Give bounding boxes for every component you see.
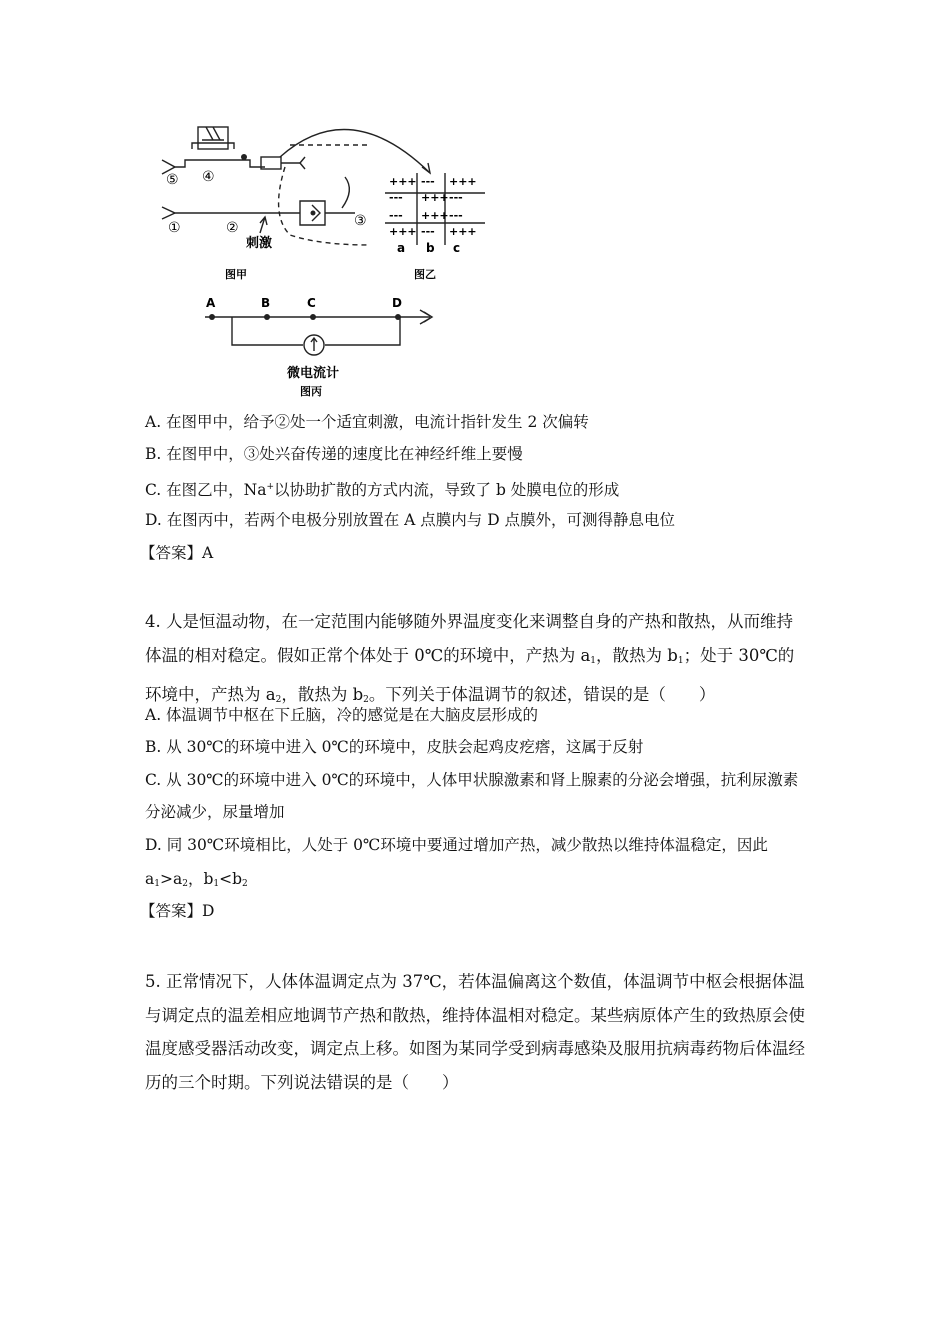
stimulus-label: 刺激	[246, 236, 273, 251]
q4-d-sub2: 2	[182, 879, 188, 889]
q4-d-sub1: 1	[154, 879, 160, 889]
lower-neuron-axon	[162, 201, 325, 225]
q3-c-sup: +	[266, 482, 275, 492]
point-B: B	[261, 296, 271, 310]
meter-wire-left	[232, 317, 303, 345]
q3-option-a: A. 在图甲中，给予②处一个适宜刺激，电流计指针发生 2 次偏转	[145, 413, 589, 431]
q3-option-c	[145, 477, 619, 500]
q4-s5: 。下列关于体温调节的叙述，错误的是（ ）	[368, 685, 716, 704]
q4-option-b: B. 从 30℃的环境中进入 0℃的环境中，皮肤会起鸡皮疙瘩，这属于反射	[145, 738, 644, 756]
yi-bot2-a: +++	[389, 225, 417, 238]
yi-col-b: b	[426, 241, 435, 255]
q4-s3: ；处于 30℃的环境中，产热为 a	[145, 645, 795, 704]
q4-s4: ，散热为 b	[281, 685, 364, 704]
yi-bot2-c: +++	[449, 225, 477, 238]
yi-top2-a: ---	[389, 191, 403, 204]
yi-bot-a: ---	[389, 209, 403, 222]
q4-d-b1: ，b	[187, 870, 214, 888]
q4-s1: 4. 人是恒温动物，在一定范围内能够随外界温度变化来调整自身的产热和散热，从而维持体温的相对稳定。假如正常个体处于 0℃的环境中，产热为 a	[145, 612, 793, 665]
meter-wire-right	[325, 317, 400, 345]
q4-option-a: A. 体温调节中枢在下丘脑，冷的感觉是在大脑皮层形成的	[145, 706, 539, 724]
yi-top-c: +++	[449, 175, 477, 188]
yi-top-a: +++	[389, 175, 417, 188]
dashed-line	[279, 167, 370, 245]
q4-d-sub3: 1	[213, 879, 220, 889]
label-3: ③	[354, 213, 367, 229]
q4-sub-b2: 2	[363, 695, 369, 705]
caption-yi: 图乙	[414, 268, 436, 281]
point-A: A	[206, 296, 216, 310]
yi-bot-b: +++	[421, 209, 449, 222]
q3-answer: 【答案】A	[140, 544, 214, 562]
q5-stem: 5. 正常情况下，人体体温调定点为 37℃，若体温偏离这个数值，体温调节中枢会根据体温与调定点的温差相应地调节产热和散热，维持体温相对稳定。某些病原体产生的致热原会使温度感受器活动改变，调定点上移。如图为某同学受到病毒感染及服用抗病毒药物后体温经历的三个时期。下列说法错误的是（ ）	[145, 972, 805, 1092]
caption-jia: 图甲	[225, 268, 247, 281]
q4-sub-a1: 1	[590, 655, 597, 666]
q4-d-gt: >a	[159, 870, 183, 888]
q4-sub-a2: 2	[275, 695, 282, 705]
q4-d-a1: a	[145, 870, 155, 888]
yi-col-a: a	[397, 241, 406, 255]
yi-bot2-b: ---	[421, 225, 435, 238]
q4-sub-b1: 1	[677, 655, 684, 666]
label-4: ④	[202, 169, 215, 185]
upper-neuron-axon	[162, 160, 265, 167]
q4-d-sub4: 2	[242, 879, 248, 889]
neuron-figures	[140, 105, 520, 405]
receptor-box	[198, 127, 228, 149]
yi-bot-c: ---	[449, 209, 463, 222]
q4-option-c: C. 从 30℃的环境中进入 0℃的环境中，人体甲状腺激素和肾上腺素的分泌会增强，抗利尿激素分泌减少，尿量增加	[145, 771, 799, 821]
q3-c-pre: C. 在图乙中，Na	[145, 481, 267, 499]
q4-stem	[145, 605, 805, 718]
point-D: D	[392, 296, 402, 310]
label-2: ②	[226, 220, 239, 236]
q3-c-post: 以协助扩散的方式内流，导致了 b 处膜电位的形成	[274, 481, 620, 499]
yi-top2-c: ---	[449, 191, 463, 204]
label-1: ①	[168, 220, 181, 236]
point-C: C	[307, 296, 316, 310]
q4-s2: ，散热为 b	[596, 645, 678, 665]
q3-option-b: B. 在图甲中，③处兴奋传递的速度比在神经纤维上要慢	[145, 445, 523, 463]
yi-col-c: c	[453, 241, 461, 255]
q4-d-lt: <b	[219, 870, 243, 888]
q4-option-d: D. 同 30℃环境相比，人处于 0℃环境中要通过增加产热，减少散热以维持体温稳定，因此	[145, 836, 768, 854]
q3-option-d: D. 在图丙中，若两个电极分别放置在 A 点膜内与 D 点膜外，可测得静息电位	[145, 511, 676, 529]
yi-top2-b: +++	[421, 191, 449, 204]
meter-label: 微电流计	[287, 366, 340, 381]
q4-answer: 【答案】D	[140, 902, 215, 920]
caption-bing: 图丙	[300, 385, 322, 398]
q4-option-d-cont	[145, 869, 248, 894]
label-5: ⑤	[166, 172, 179, 188]
yi-top-b: ---	[421, 175, 435, 188]
